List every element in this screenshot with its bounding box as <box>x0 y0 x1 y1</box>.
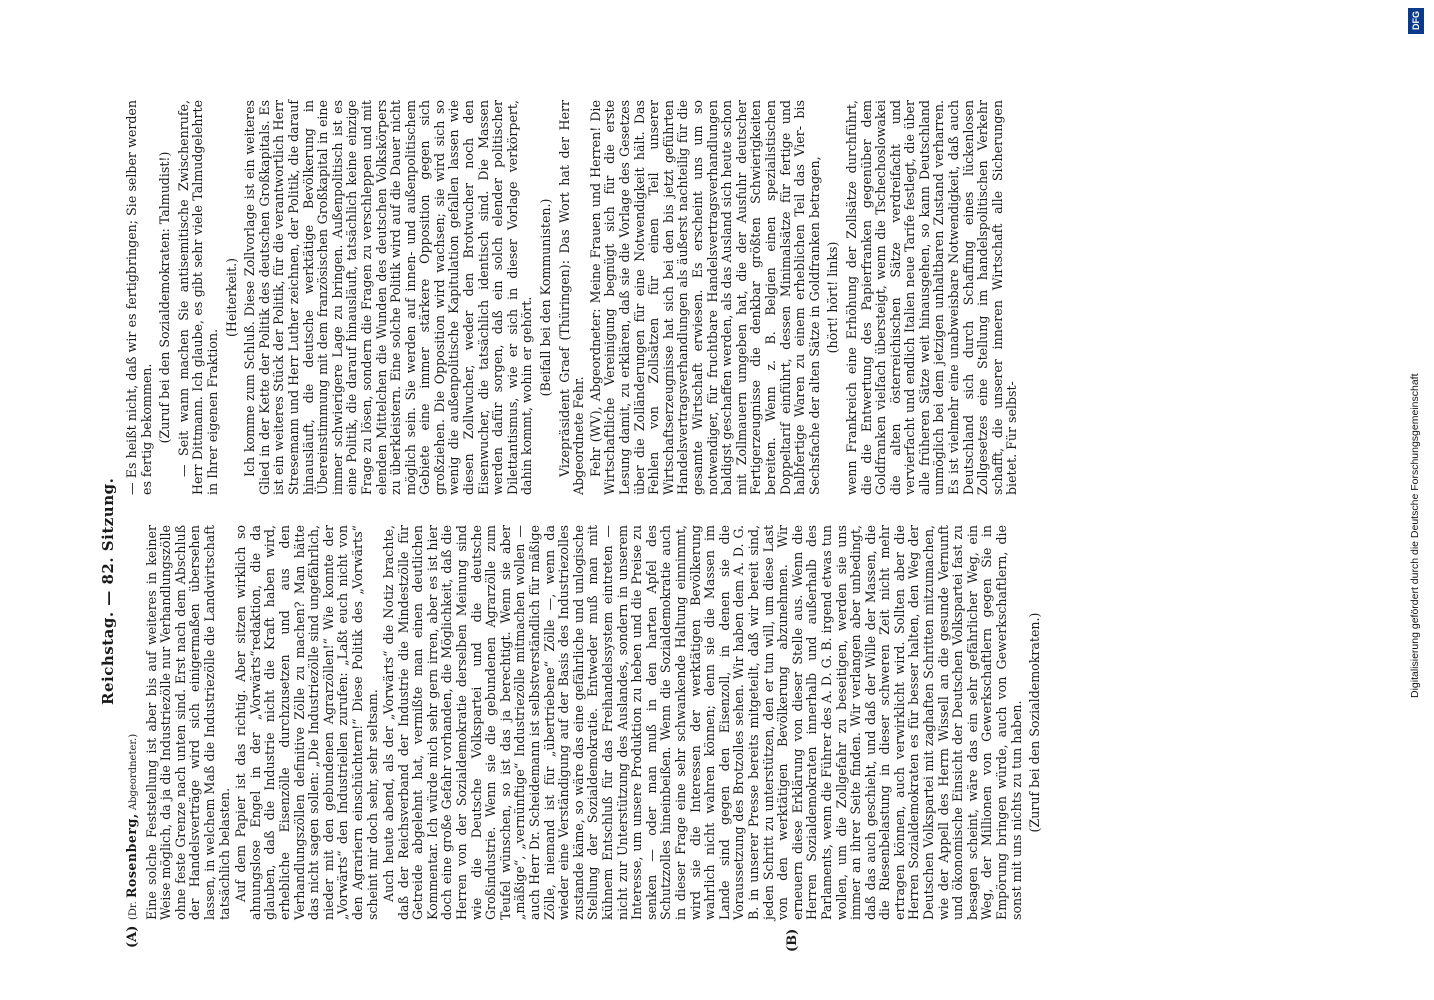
interjection: (Zuruf bei den Sozialdemokraten.) <box>1027 612 1043 833</box>
interjection: (hört! hört! links) <box>825 241 841 354</box>
margin-marker-b: (B) <box>785 928 800 952</box>
paragraph: Eine solche Feststellung ist aber bis auf weiteres in keiner Weise möglich, da ja die Industriezölle nur Verhandlungszölle ohne feste Grenze nach unten sind. Erst nach dem Abschluß der Handelsverträge wird sich einigermaßen übersehen lassen, in welchem Maß die Industriezölle die Landwirtschaft tatsächlich belasten. <box>143 525 232 920</box>
right-column <box>125 100 1022 495</box>
margin-marker-a: (A) <box>125 925 140 948</box>
paragraph: Auch heute abend, als der „Vorwärts“ die Notiz brachte, daß der Reichsverband der Industrie die Mindestzölle für Getreide abgelehnt hat, vermißte man einen deutlichen Kommentar. Ich würde mich sehr gern irren, aber es ist hier doch eine große Gefahr vorhanden, die Möglichkeit, daß die Herren von der Sozialdemokratie derselben Meinung sind wie die Deutsche Volkspartei und die deutsche Großindustrie. Wenn sie die gebundenen Agrarzölle zum Teufel wünschen, so ist das ja berechtigt. Wenn sie aber „mäßige“, „vernünftige“ Industriezölle mitmachen wollen — auch Herr Dr. Scheidemann ist selbstverständlich für mäßige Zölle, niemand ist für „übertriebene“ Zölle —, wenn da wieder eine Verständigung auf der Basis des Industriezolles zustande käme, so wäre das eine gefährliche und unlogische Stellung der Sozialdemokratie. Entweder muß man mit kühnem Entschluß für das Freihandelssystem eintreten — nicht zur Unterstützung des Auslandes, sondern in unserem Interesse, um unsere Produktion zu heben und die Preise zu senken — oder man muß in den harten Apfel des Schutzzolles hineinbeißen. Wenn die Sozialdemokratie auch in dieser Frage eine sehr schwankende Haltung einnimmt, wird sie die Interessen der werktätigen Bevölkerung wahrlich nicht wahren können; denn sie die Massen im Lande sind gegen den Eisenzoll, in denen sie die Voraussetzung des Brotzolles sehen. Wir haben dem A. D. G. B. in unserer Presse bereits mitgeteilt, daß wir bereit sind, jeden Schritt zu unterstützen, den er tun will, um diese Last von den werktätigen Bevölkerung abzunehmen. Wir erneuern diese Erklärung von dieser Stelle aus. Wenn die Herren Sozialdemokraten innerhalb und außerhalb des Parlaments, wenn die Führer des A. D. G. B. irgend etwas tun wollen, um die Zollgefahr zu beseitigen, werden sie uns immer an ihrer Seite finden. Wir verlangen aber unbedingt, daß das auch geschieht, und daß der Wille der Massen, die die Riesenbelastung in dieser schweren Zeit nicht mehr ertragen können, auch verwirklicht wird. Sollten aber die Herren Sozialdemokraten es für besser halten, den Weg der Deutschen Volkspartei mit zaghaften Schritten mitzumachen, wie der Appell des Herrn Wissell an die gesunde Vernunft und ökonomische Einsicht der Deutschen Volkspartei fast zu besagen scheint, wäre das ein sehr gefährlicher Weg, ein Weg, der Millionen von Gewerkschaftlern gegen Sie in Empörung bringen würde, auch von Gewerkschaftlern, die sonst mit uns nichts zu tun haben. <box>381 525 1024 920</box>
vice-president-statement: Vizepräsident Graef (Thüringen): Das Wort hat der Herr Abgeordnete Fehr. <box>556 100 587 495</box>
interjection: (Zuruf bei den Sozialdemokraten: Talmudist!) <box>157 151 173 444</box>
speaker-line <box>125 525 142 920</box>
document-page <box>95 80 1385 952</box>
interjection: (Beifall bei den Kommunisten.) <box>538 198 554 397</box>
paragraph: Fehr (WV), Abgeordneter: Meine Frauen und Herren! Die Wirtschaftliche Vereinigung begnügt sich für die erste Lesung damit, zu erklären, daß sie die Vorlage des Gesetzes über die Zolländerungen für eine Notwendigkeit hält. Das Fehlen von Zollsätzen für einen Teil unserer Wirtschaftserzeugnisse hat sich bei den bis jetzt geführten Handelsvertragsverhandlungen als äußerst nachteilig für die gesamte Wirtschaft erwiesen. Es erscheint uns um so notwendiger, für fruchtbare Handelsvertragsverhandlungen baldigst geschaffen werden, als das Ausland sich heute schon mit Zollmauern umgeben hat, die der Ausfuhr deutscher Fertigerzeugnisse die denkbar größten Schwierigkeiten bereiten. Wenn z. B. Belgien einen spezialistischen Doppeltarif einführt, dessen Minimalsätze für fertige und halbfertige Waren zu einem erheblichen Teil das Vier- bis Sechsfache der alten Sätze in Goldfranken betragen, <box>587 100 822 495</box>
dfg-logo: DFG <box>1408 8 1424 34</box>
speaker-prefix: (Dr. <box>128 901 139 920</box>
page-header <box>95 80 121 920</box>
interjection: (Heiterkeit.) <box>223 258 239 337</box>
left-column <box>125 525 1047 920</box>
paragraph: Ich komme zum Schluß. Diese Zollvorlage ist ein weiteres Glied in der Kette der Politik des deutschen Großkapitals. Es ist ein weiteres Stück der Politik, für die verantwortlich Herr Stresemann und Herr Luther zeichnen, der Politik, die darauf hinausläuft, die deutsche werktätige Bevölkerung in Übereinstimmung mit dem französischen Großkapital in eine immer schwierigere Lage zu bringen. Außenpolitisch ist es eine Politik, die darauf hinausläuft, tatsächlich keine einzige Frage zu lösen, sondern die Fragen zu verschleppen und mit elenden Mittelchen die Wunden des deutschen Volkskörpers zu überkleistern. Eine solche Politik wird auf die Dauer nicht möglich sein. Sie werden auf innen- und außenpolitischem Gebiete eine immer stärkere Opposition gegen sich großziehen. Die Opposition wird wachsen; sie wird sich so wenig die außenpolitische Kapitulation gefallen lassen wie diesen Zollwucher, weder den Brotwucher noch den Eisenwucher, die tatsächlich identisch sind. Die Massen werden dafür sorgen, daß ein solch elender politischer Dilettantismus, wie er sich in dieser Vorlage verkörpert, dahin kommt, wohin er gehört. <box>242 100 535 495</box>
speaker-name: Rosenberg, <box>124 813 139 899</box>
paragraph: wenn Frankreich eine Erhöhung der Zollsätze durchführt, die die Entwertung des Papierfranken gegenüber dem Goldfranken vielfach übersteigt, wenn die Tschechoslowakei die alten österreichischen Sätze verdreifacht und vervierfacht und endlich Italien neue Tarife festlegt, die über alle früheren Sätze weit hinausgehen, so kann Deutschland unmöglich bei dem jetzigen unhaltbaren Zustand verharren. Es ist vielmehr eine unabweisbare Notwendigkeit, daß auch Deutschland sich durch Schaffung eines lückenlosen Zollgesetzes eine Stellung im handelspolitischen Verkehr schafft, die unserer inneren Wirtschaft alle Sicherungen bietet. Für selbst- <box>843 100 1020 495</box>
paragraph: Auf dem Papier ist das richtig. Aber sitzen wirklich so ahnungslose Engel in der „Vorwärts“redaktion, die da glauben, daß die Industrie nicht die Kraft haben wird, erhebliche Eisenzölle durchzusetzen und aus den Verhandlungszöllen definitive Zölle zu machen? Man hätte das nicht sagen sollen: „Die Industriezölle sind ungefährlich, nieder mit den gebundenen Agrarzöllen!“ Wie konnte der „Vorwärts“ den Industriellen zurufen: „Laßt euch nicht von den Agrariern einschüchtern!“ Diese Politik des „Vorwärts“ scheint mir doch sehr, sehr seltsam. <box>233 525 380 920</box>
dfg-side-note <box>1406 8 1426 698</box>
speaker-role: Abgeordneter.) <box>128 733 139 811</box>
paragraph: — Es heißt nicht, daß wir es fertigbringen; Sie selber werden es fertig bekommen. <box>124 100 154 495</box>
dfg-funding-note: Digitalisierung gefördert durch die Deutsche Forschungsgemeinschaft <box>1409 373 1421 698</box>
header-left: Reichstag. — 82. Sitzung. <box>99 477 117 705</box>
paragraph: — Seit wann machen Sie antisemitische Zwischenrufe, Herr Dittmann. Ich glaube, es gibt sehr viele Talmudgelehrte in Ihrer eigenen Fraktion. <box>175 100 220 495</box>
